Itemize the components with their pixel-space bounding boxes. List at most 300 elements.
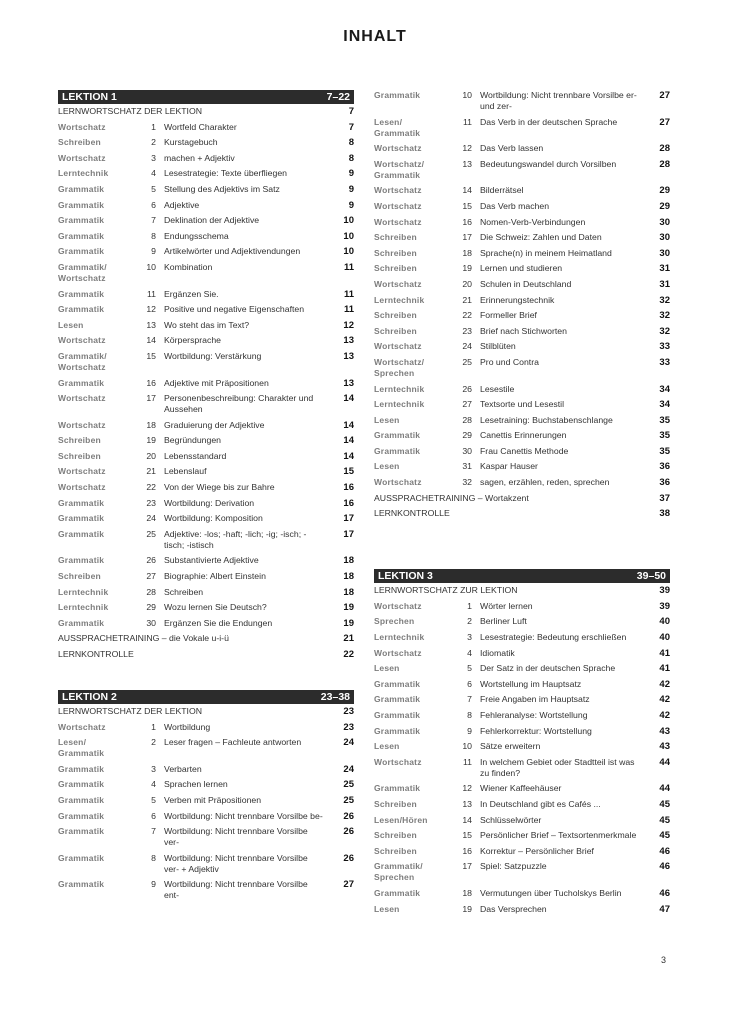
toc-entry bbox=[58, 137, 354, 148]
toc-page: 11 bbox=[343, 304, 354, 316]
toc-title: Stellung des Adjektivs im Satz bbox=[164, 183, 280, 194]
toc-entry bbox=[374, 201, 670, 212]
toc-title: Bilderrätsel bbox=[480, 185, 524, 196]
toc-category: Lerntechnik bbox=[374, 399, 425, 410]
toc-entry bbox=[58, 168, 354, 179]
toc-page: 31 bbox=[659, 278, 670, 290]
toc-category: Grammatik bbox=[58, 497, 105, 508]
toc-page: 35 bbox=[659, 414, 670, 426]
toc-entry bbox=[58, 811, 354, 822]
toc-number: 10 bbox=[462, 741, 472, 752]
toc-category: Grammatik bbox=[58, 183, 105, 194]
toc-number: 2 bbox=[151, 737, 156, 748]
toc-page: 7 bbox=[348, 106, 354, 117]
toc-entry bbox=[374, 757, 670, 779]
toc-heading-title: LERNWORTSCHATZ DER LEKTION bbox=[58, 106, 203, 116]
toc-category: Grammatik bbox=[58, 246, 105, 257]
toc-entry bbox=[58, 435, 354, 446]
toc-title: Lebensstandard bbox=[164, 450, 227, 461]
toc-category: Grammatik bbox=[58, 794, 105, 805]
toc-entry bbox=[374, 90, 670, 112]
toc-entry bbox=[58, 779, 354, 790]
toc-number: 7 bbox=[151, 826, 156, 837]
toc-heading-row bbox=[58, 106, 354, 117]
toc-category: Wortschatz bbox=[58, 121, 106, 132]
toc-number: 14 bbox=[462, 814, 472, 825]
toc-page: 28 bbox=[659, 158, 670, 170]
toc-title: Freie Angaben im Hauptsatz bbox=[480, 694, 590, 705]
lesson-label: LEKTION 3 bbox=[378, 570, 433, 583]
toc-entry bbox=[58, 466, 354, 477]
toc-page: 18 bbox=[343, 586, 354, 598]
toc-page: 46 bbox=[659, 845, 670, 857]
toc-number: 5 bbox=[151, 794, 156, 805]
toc-category: Grammatik bbox=[58, 810, 105, 821]
toc-number: 18 bbox=[146, 419, 156, 430]
toc-category: Wortschatz bbox=[58, 335, 106, 346]
toc-category: Schreiben bbox=[374, 310, 417, 321]
toc-number: 15 bbox=[462, 830, 472, 841]
toc-entry bbox=[374, 830, 670, 841]
toc-category: Schreiben bbox=[374, 845, 417, 856]
toc-page: 12 bbox=[343, 319, 354, 331]
toc-title: Erinnerungstechnik bbox=[480, 294, 555, 305]
toc-entry bbox=[374, 694, 670, 705]
toc-category: Schreiben bbox=[58, 571, 101, 582]
toc-entry bbox=[374, 326, 670, 337]
toc-title: Kombination bbox=[164, 261, 213, 272]
toc-title: Spiel: Satzpuzzle bbox=[480, 861, 547, 872]
toc-number: 31 bbox=[462, 461, 472, 472]
toc-category: Wortschatz bbox=[374, 647, 422, 658]
toc-entry bbox=[58, 826, 354, 848]
toc-page: 26 bbox=[343, 852, 354, 864]
lesson-page-range: 7–22 bbox=[326, 91, 350, 103]
toc-category: Lesen bbox=[374, 663, 400, 674]
toc-title: Formeller Brief bbox=[480, 310, 537, 321]
toc-title: Kurstagebuch bbox=[164, 137, 218, 148]
toc-page: 43 bbox=[659, 741, 670, 753]
toc-number: 12 bbox=[146, 304, 156, 315]
toc-number: 22 bbox=[146, 482, 156, 493]
toc-category: Grammatik bbox=[374, 783, 421, 794]
toc-page: 36 bbox=[659, 461, 670, 473]
toc-title: Der Satz in der deutschen Sprache bbox=[480, 663, 616, 674]
toc-category: Grammatik bbox=[58, 852, 105, 863]
toc-entry bbox=[58, 200, 354, 211]
toc-heading-title: LERNWORTSCHATZ ZUR LEKTION bbox=[374, 585, 518, 596]
toc-title: Persönlicher Brief – Textsortenmerkmale bbox=[480, 830, 637, 841]
toc-number: 18 bbox=[462, 887, 472, 898]
toc-number: 21 bbox=[462, 294, 472, 305]
toc-heading-row bbox=[58, 633, 354, 644]
toc-page: 27 bbox=[659, 116, 670, 128]
toc-entry bbox=[374, 799, 670, 810]
toc-title: Artikelwörter und Adjektivendungen bbox=[164, 246, 301, 257]
toc-number: 28 bbox=[462, 414, 472, 425]
toc-page: 34 bbox=[659, 383, 670, 395]
toc-heading-row bbox=[374, 493, 670, 504]
toc-title: Lesestrategie: Texte überfliegen bbox=[164, 168, 287, 179]
toc-entry bbox=[58, 304, 354, 315]
toc-page: 13 bbox=[343, 377, 354, 389]
toc-entry bbox=[58, 351, 354, 373]
toc-number: 21 bbox=[146, 466, 156, 477]
toc-category: Grammatik bbox=[58, 555, 105, 566]
toc-entry bbox=[374, 185, 670, 196]
toc-page: 14 bbox=[343, 393, 354, 405]
toc-category: Wortschatz bbox=[58, 152, 106, 163]
toc-category: Wortschatz bbox=[374, 477, 422, 488]
toc-page: 9 bbox=[348, 183, 354, 195]
toc-number: 19 bbox=[462, 263, 472, 274]
toc-number: 14 bbox=[146, 335, 156, 346]
toc-entry bbox=[58, 215, 354, 226]
toc-page: 11 bbox=[343, 261, 354, 273]
toc-number: 25 bbox=[462, 356, 472, 367]
toc-entry bbox=[58, 737, 354, 759]
toc-title: Verbarten bbox=[164, 763, 202, 774]
toc-number: 3 bbox=[151, 763, 156, 774]
toc-number: 23 bbox=[462, 325, 472, 336]
toc-entry bbox=[58, 289, 354, 300]
toc-page: 41 bbox=[659, 647, 670, 659]
toc-entry bbox=[58, 571, 354, 582]
toc-category: Grammatik bbox=[374, 710, 421, 720]
toc-number: 26 bbox=[146, 555, 156, 566]
toc-category: Wortschatz bbox=[374, 600, 422, 611]
toc-title: Lesestile bbox=[480, 383, 515, 394]
toc-page: 34 bbox=[659, 399, 670, 411]
toc-page: 45 bbox=[659, 830, 670, 842]
toc-entry bbox=[374, 279, 670, 290]
toc-number: 2 bbox=[151, 137, 156, 148]
toc-entry bbox=[374, 248, 670, 259]
toc-category: Wortschatz bbox=[374, 278, 422, 289]
toc-number: 14 bbox=[462, 185, 472, 196]
toc-entry bbox=[58, 513, 354, 524]
lesson-section bbox=[58, 690, 354, 901]
toc-entry bbox=[374, 726, 670, 737]
toc-page: 16 bbox=[343, 497, 354, 509]
toc-page: 10 bbox=[343, 246, 354, 258]
toc-category: Lerntechnik bbox=[58, 586, 109, 597]
toc-title: Positive und negative Eigenschaften bbox=[164, 304, 305, 315]
toc-page: 22 bbox=[343, 649, 354, 660]
toc-number: 7 bbox=[467, 694, 472, 705]
toc-category: Wortschatz/ Grammatik bbox=[374, 158, 425, 180]
toc-entry bbox=[374, 446, 670, 457]
toc-title: Wortbildung: Nicht trennbare Vorsilbe er- und zer- bbox=[480, 90, 637, 111]
toc-entry bbox=[374, 846, 670, 857]
toc-number: 3 bbox=[467, 632, 472, 643]
toc-category: Lerntechnik bbox=[58, 168, 109, 179]
toc-title: Wiener Kaffeehäuser bbox=[480, 783, 562, 794]
toc-title: Schulen in Deutschland bbox=[480, 278, 572, 289]
toc-title: Wortbildung: Nicht trennbare Vorsilbe ver- bbox=[164, 826, 308, 848]
toc-title: Wortstellung im Hauptsatz bbox=[480, 678, 582, 689]
toc-number: 30 bbox=[462, 445, 472, 456]
toc-number: 6 bbox=[151, 810, 156, 821]
toc-number: 19 bbox=[146, 435, 156, 446]
toc-category: Lesen bbox=[374, 741, 400, 752]
toc-entry bbox=[374, 117, 670, 139]
toc-category: Schreiben bbox=[374, 798, 417, 809]
toc-page: 29 bbox=[659, 185, 670, 197]
toc-category: Lesen bbox=[374, 414, 400, 425]
toc-title: Körpersprache bbox=[164, 335, 221, 346]
toc-entry bbox=[374, 232, 670, 243]
toc-entry bbox=[374, 217, 670, 228]
toc-title: Stilblüten bbox=[480, 341, 516, 352]
toc-number: 19 bbox=[462, 903, 472, 914]
toc-title: Berliner Luft bbox=[480, 616, 527, 627]
toc-title: Vermutungen über Tucholskys Berlin bbox=[480, 887, 622, 898]
toc-title: Die Schweiz: Zahlen und Daten bbox=[480, 232, 602, 243]
toc-number: 5 bbox=[467, 663, 472, 674]
toc-category: Grammatik bbox=[58, 215, 105, 226]
toc-title: Bedeutungswandel durch Vorsilben bbox=[480, 158, 617, 169]
toc-number: 24 bbox=[146, 513, 156, 524]
toc-title: Sprachen lernen bbox=[164, 779, 228, 790]
toc-number: 13 bbox=[462, 158, 472, 169]
toc-page: 28 bbox=[659, 143, 670, 155]
toc-number: 13 bbox=[146, 319, 156, 330]
toc-category: Grammatik bbox=[374, 678, 421, 689]
toc-number: 3 bbox=[151, 152, 156, 163]
toc-page: 46 bbox=[659, 861, 670, 873]
toc-title: Nomen-Verb-Verbindungen bbox=[480, 216, 586, 227]
toc-title: Begründungen bbox=[164, 435, 222, 446]
toc-title: Lesetraining: Buchstabenschlange bbox=[480, 414, 613, 425]
lesson-header bbox=[58, 690, 354, 704]
toc-title: Adjektive bbox=[164, 199, 200, 210]
toc-title: Von der Wiege bis zur Bahre bbox=[164, 482, 275, 493]
toc-heading-title: LERNKONTROLLE bbox=[58, 649, 134, 659]
page-number: 3 bbox=[660, 955, 666, 965]
toc-number: 25 bbox=[146, 528, 156, 539]
toc-title: Canettis Erinnerungen bbox=[480, 430, 567, 441]
toc-entry bbox=[58, 555, 354, 566]
toc-page: 8 bbox=[348, 152, 354, 164]
toc-number: 4 bbox=[151, 779, 156, 790]
toc-page: 26 bbox=[343, 826, 354, 838]
toc-category: Lesen bbox=[374, 903, 400, 914]
toc-entry bbox=[374, 341, 670, 352]
toc-category: Lesen/ Grammatik bbox=[58, 737, 105, 759]
toc-category: Lerntechnik bbox=[374, 294, 425, 305]
toc-heading-row bbox=[374, 508, 670, 519]
toc-category: Wortschatz bbox=[374, 756, 422, 767]
toc-entry bbox=[374, 632, 670, 643]
toc-title: Adjektive mit Präpositionen bbox=[164, 377, 269, 388]
toc-category: Grammatik bbox=[58, 230, 105, 241]
toc-page: 42 bbox=[659, 710, 670, 721]
toc-entry bbox=[58, 153, 354, 164]
toc-title: Wörter lernen bbox=[480, 600, 533, 611]
toc-number: 11 bbox=[462, 116, 472, 127]
toc-category: Schreiben bbox=[58, 450, 101, 461]
toc-page: 21 bbox=[343, 633, 354, 645]
toc-entry bbox=[374, 310, 670, 321]
toc-entry bbox=[374, 357, 670, 379]
toc-category: Wortschatz bbox=[58, 466, 106, 477]
toc-entry bbox=[58, 764, 354, 775]
toc-entry bbox=[58, 451, 354, 462]
toc-entry bbox=[58, 335, 354, 346]
toc-entry bbox=[58, 602, 354, 613]
toc-category: Schreiben bbox=[374, 830, 417, 841]
toc-page: 32 bbox=[659, 310, 670, 322]
toc-page: 30 bbox=[659, 232, 670, 244]
toc-category: Wortschatz bbox=[374, 341, 422, 352]
toc-number: 10 bbox=[462, 90, 472, 100]
toc-category: Lesen bbox=[58, 319, 84, 330]
lesson-label: LEKTION 2 bbox=[62, 691, 117, 703]
toc-page: 35 bbox=[659, 430, 670, 442]
toc-title: Kaspar Hauser bbox=[480, 461, 538, 472]
toc-category: Grammatik bbox=[58, 763, 105, 774]
toc-category: Grammatik bbox=[374, 90, 421, 100]
toc-category: Wortschatz bbox=[374, 216, 422, 227]
toc-number: 8 bbox=[467, 710, 472, 720]
toc-title: machen + Adjektiv bbox=[164, 152, 235, 163]
toc-category: Wortschatz bbox=[58, 393, 106, 404]
toc-page: 43 bbox=[659, 725, 670, 737]
toc-title: Lebenslauf bbox=[164, 466, 207, 477]
toc-title: Textsorte und Lesestil bbox=[480, 399, 565, 410]
toc-page: 24 bbox=[343, 737, 354, 749]
toc-category: Sprechen bbox=[374, 616, 415, 627]
toc-number: 1 bbox=[467, 600, 472, 611]
toc-entry bbox=[58, 320, 354, 331]
toc-number: 9 bbox=[151, 246, 156, 257]
toc-heading-row bbox=[374, 585, 670, 596]
toc-number: 6 bbox=[467, 678, 472, 689]
toc-page: 14 bbox=[343, 419, 354, 431]
toc-number: 29 bbox=[146, 602, 156, 613]
toc-page: 9 bbox=[348, 199, 354, 211]
toc-page: 13 bbox=[343, 350, 354, 362]
toc-entry bbox=[374, 679, 670, 690]
toc-category: Grammatik bbox=[58, 879, 105, 890]
toc-entry bbox=[58, 879, 354, 901]
toc-category: Grammatik/ Wortschatz bbox=[58, 261, 107, 283]
toc-category: Grammatik bbox=[58, 377, 105, 388]
toc-number: 10 bbox=[146, 261, 156, 272]
toc-number: 17 bbox=[462, 861, 472, 872]
toc-title: Wortbildung: Derivation bbox=[164, 497, 255, 508]
toc-entry bbox=[58, 795, 354, 806]
toc-title: Wortbildung: Nicht trennbare Vorsilbe be- bbox=[164, 810, 323, 821]
toc-category: Wortschatz bbox=[374, 200, 422, 211]
toc-number: 6 bbox=[151, 199, 156, 210]
toc-page: 35 bbox=[659, 445, 670, 457]
toc-page: 39 bbox=[659, 585, 670, 597]
toc-category: Grammatik bbox=[58, 779, 105, 790]
toc-number: 2 bbox=[467, 616, 472, 627]
toc-title: Biographie: Albert Einstein bbox=[164, 571, 266, 582]
toc-entry bbox=[58, 420, 354, 431]
toc-title: Fehleranalyse: Wortstellung bbox=[480, 710, 588, 720]
toc-number: 8 bbox=[151, 230, 156, 241]
toc-title: Fehlerkorrektur: Wortstellung bbox=[480, 725, 592, 736]
toc-title: Schreiben bbox=[164, 586, 204, 597]
toc-page: 7 bbox=[348, 121, 354, 133]
toc-entry bbox=[374, 616, 670, 627]
toc-page: 14 bbox=[343, 450, 354, 462]
toc-category: Wortschatz bbox=[58, 482, 106, 493]
lesson-section bbox=[374, 90, 670, 519]
toc-page: 38 bbox=[659, 508, 670, 520]
toc-page: 39 bbox=[659, 600, 670, 612]
toc-page: 45 bbox=[659, 814, 670, 826]
toc-number: 32 bbox=[462, 477, 472, 488]
toc-category: Grammatik bbox=[58, 199, 105, 210]
toc-number: 23 bbox=[146, 497, 156, 508]
toc-title: Leser fragen – Fachleute antworten bbox=[164, 737, 302, 748]
toc-page: 9 bbox=[348, 168, 354, 180]
toc-number: 7 bbox=[151, 215, 156, 226]
toc-page: 18 bbox=[343, 571, 354, 583]
toc-number: 27 bbox=[462, 399, 472, 410]
toc-page: 19 bbox=[343, 602, 354, 614]
toc-title: Sprache(n) in meinem Heimatland bbox=[480, 247, 612, 258]
toc-number: 26 bbox=[462, 383, 472, 394]
toc-category: Schreiben bbox=[374, 263, 417, 274]
toc-category: Lerntechnik bbox=[374, 632, 425, 643]
toc-page: 33 bbox=[659, 356, 670, 368]
toc-entry bbox=[58, 262, 354, 284]
toc-page: 23 bbox=[343, 706, 354, 717]
toc-number: 28 bbox=[146, 586, 156, 597]
toc-category: Grammatik bbox=[374, 725, 421, 736]
toc-category: Grammatik bbox=[374, 430, 421, 441]
toc-category: Lesen/Hören bbox=[374, 814, 428, 825]
toc-entry bbox=[374, 888, 670, 899]
toc-category: Lerntechnik bbox=[58, 602, 109, 613]
toc-entry bbox=[374, 295, 670, 306]
toc-number: 29 bbox=[462, 430, 472, 441]
toc-number: 24 bbox=[462, 341, 472, 352]
toc-category: Grammatik bbox=[58, 528, 105, 539]
toc-entry bbox=[374, 430, 670, 441]
toc-page: 36 bbox=[659, 477, 670, 489]
toc-title: Das Verb lassen bbox=[480, 143, 544, 154]
toc-page: 23 bbox=[343, 721, 354, 733]
toc-title: Ergänzen Sie die Endungen bbox=[164, 617, 273, 628]
toc-page: 32 bbox=[659, 294, 670, 306]
toc-entry bbox=[374, 263, 670, 274]
toc-title: Ergänzen Sie. bbox=[164, 288, 219, 299]
toc-number: 13 bbox=[462, 798, 472, 809]
toc-title: Korrektur – Persönlicher Brief bbox=[480, 845, 594, 856]
toc-number: 1 bbox=[151, 721, 156, 732]
toc-category: Grammatik bbox=[58, 304, 105, 315]
toc-category: Schreiben bbox=[374, 232, 417, 243]
toc-number: 17 bbox=[146, 393, 156, 404]
toc-title: Das Verb in der deutschen Sprache bbox=[480, 116, 618, 127]
toc-number: 17 bbox=[462, 232, 472, 243]
lesson-label: LEKTION 1 bbox=[62, 91, 117, 103]
toc-page: 44 bbox=[659, 783, 670, 795]
toc-title: Sätze erweitern bbox=[480, 741, 541, 752]
toc-entry bbox=[374, 815, 670, 826]
toc-page: 15 bbox=[343, 466, 354, 478]
toc-number: 8 bbox=[151, 852, 156, 863]
toc-page: 47 bbox=[659, 903, 670, 915]
toc-page: 8 bbox=[348, 137, 354, 149]
